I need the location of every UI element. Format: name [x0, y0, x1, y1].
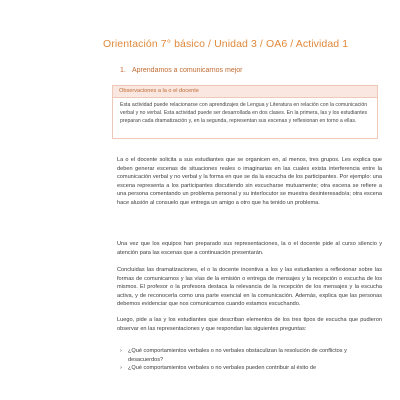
teacher-note-box [112, 85, 378, 139]
page-title: Orientación 7° básico / Unidad 3 / OA6 / Actividad 1 [103, 38, 349, 50]
paragraph-4: Luego, pide a las y los estudiantes que describan elementos de los tres tipos de escucha que pudieron observar en las representaciones y que respondan las siguientes preguntas: [117, 317, 382, 332]
section-title: Aprendamos a comunicarnos mejor [132, 67, 243, 74]
question-text-2: ¿Qué comportamientos verbales o no verbales pueden contribuir al éxito de [128, 365, 317, 371]
teacher-note-text: Esta actividad puede relacionarse con aprendizajes de Lengua y Literatura en relación con la comunicación verbal y no verbal. Esta actividad puede ser desarrollada en dos clases. En la primera, las y los estudiantes preparan cada dramatización y, en la segunda, representan sus escenas y reflexionan en torno a ellas. [120, 102, 368, 125]
question-text-1: ¿Qué comportamientos verbales o no verbales obstaculizan la resolución de conflictos y desacuerdos? [128, 348, 347, 363]
section-heading [120, 67, 243, 74]
teacher-note-title: Observaciones a la o el docente [113, 86, 377, 98]
paragraph-2: Una vez que los equipos han preparado sus representaciones, la o el docente pide al curso silencio y atención para las escenas que a continuación presentarán. [117, 241, 382, 256]
question-item-2 [120, 364, 382, 373]
bullet-icon: › [120, 365, 122, 371]
question-item-1 [120, 347, 382, 364]
paragraph-1: La o el docente solicita a sus estudiantes que se organicen en, al menos, tres grupos. Les explica que deben generar escenas de situaciones reales o imaginarias en las cuales exista interferencia entre la comunicación verbal y no verbal y la forma en que se da la escucha de los participantes. Por ejemplo: una escena representa a los participantes discutiendo sin escucharse mutuamente; otra escena se refiere a una persona comentando un problema personal y su interlocutor se muestra desinteresado/a; otra escena hace alusión al consuelo que entrega un amigo a otro que ha tenido un problema. [117, 157, 382, 206]
bullet-icon: › [120, 348, 122, 354]
section-number: 1. [120, 67, 126, 74]
paragraph-3: Concluidas las dramatizaciones, el o la docente incentiva a los y las estudiantes a reflexionar sobre las formas de comunicarnos y las vías de la emisión o entrega de mensajes y la recepción o escucha de los mismos. El profesor o la profesora destaca la relevancia de la recepción de los mensajes y la escucha activa, y de reconocerla como una parte esencial en la comunicación. Además, explica que las personas debemos evidenciar que nos comunicamos cuando estamos escuchando. [117, 267, 382, 308]
